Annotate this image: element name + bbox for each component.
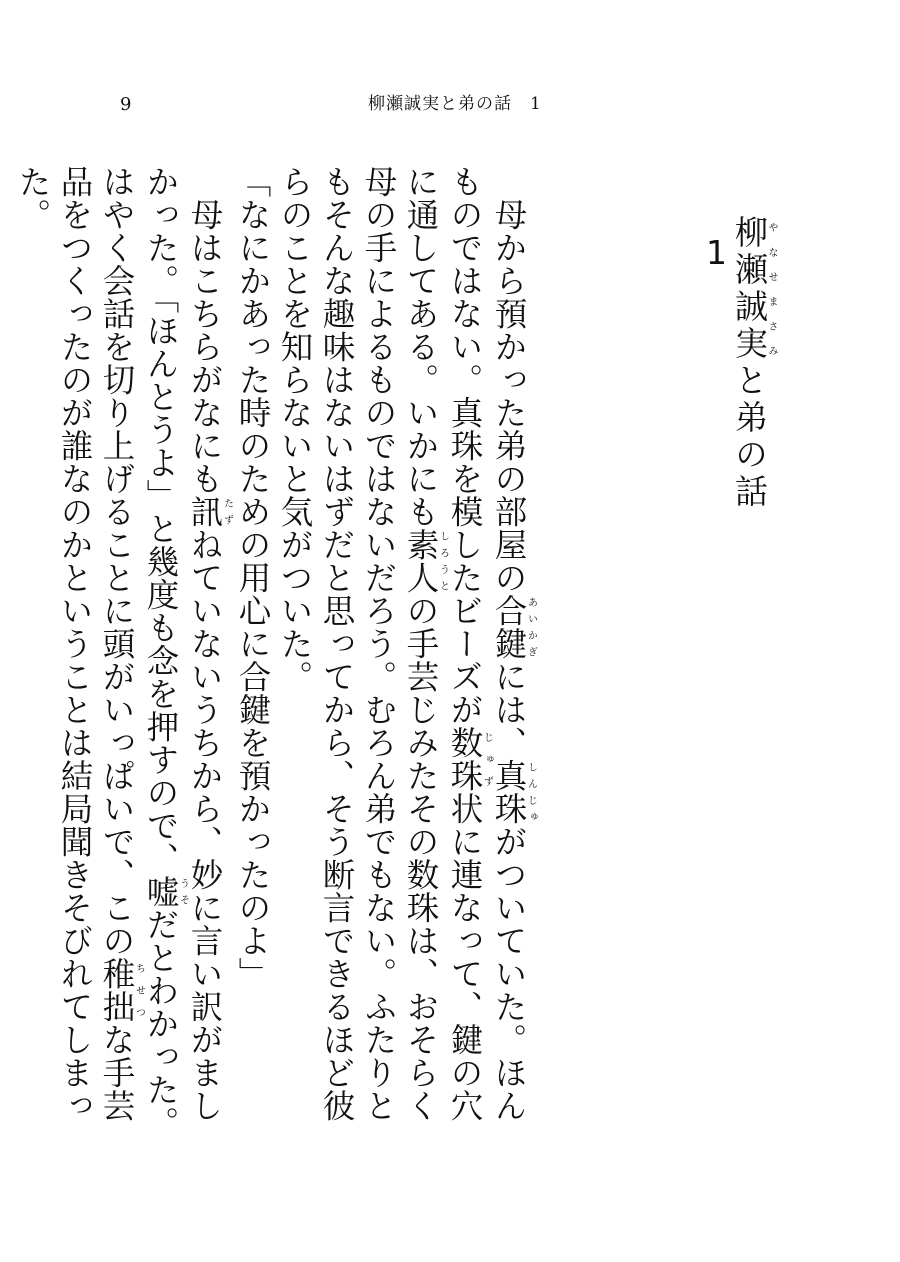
title-name-given: 誠実まさみ [730, 289, 777, 363]
title-name-family-ruby: やなせ [766, 215, 777, 289]
running-header: 柳瀬誠実と弟の話 1 [368, 94, 542, 114]
paragraph-1: 母から預かった弟の部屋の合鍵あいかぎには、真珠しんじゅがついていた。ほんものではない。真珠を模したビーズが数珠じゅず状に連なって、鍵の穴に通してある。いかにも素人しろうとの手芸じみたその数珠は、おそらく母の手によるものではないだろう。むろん弟でもない。ふたりともそんな趣味はないはずだと思ってから、そう断言できるほど彼らのことを知らないと気がついた。 [276, 165, 537, 1122]
title-rest: と弟の話 [730, 363, 769, 511]
chapter-number: 1 [697, 233, 736, 276]
title-name-family: 柳瀬やなせ [730, 215, 777, 289]
paragraph-2-dialogue: 「なにかあった時のための用心に合鍵を預かったのよ」 [234, 165, 272, 990]
title-name-given-ruby: まさみ [766, 289, 777, 363]
page-number: 9 [120, 94, 132, 115]
paragraph-3: 母はこちらがなにも訊たずねていないうちから、妙に言い訳がましかった。「ほんとうよ」と幾度も念を押すので、嘘うそだとわかった。はやく会話を切り上げることに頭がいっぱいで、この稚拙ちせつな手芸品をつくったのが誰なのかということは結局聞きそびれてしまった。 [14, 165, 233, 1139]
body-text [14, 165, 537, 1145]
chapter-title [697, 215, 777, 515]
